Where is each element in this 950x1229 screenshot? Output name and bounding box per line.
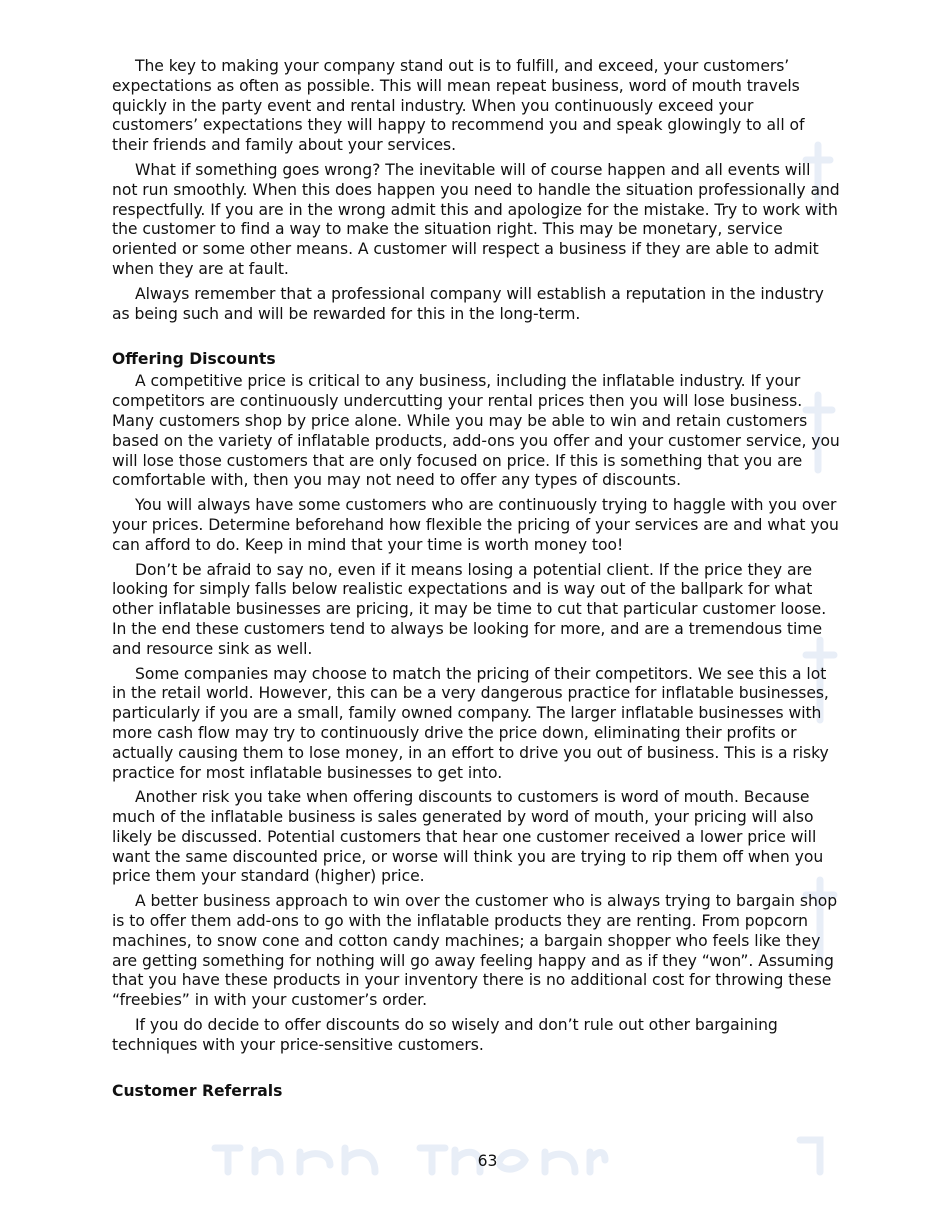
offering-discounts-section bbox=[112, 349, 840, 1055]
offering-discounts-heading: Offering Discounts bbox=[112, 350, 276, 369]
discounts-paragraph-6: A better business approach to win over the customer who is always trying to bargain shop is to offer them add-ons to go with the inflatable products they are renting. From popcorn machines, to snow cone and cotton candy machines; a bargain shopper who feels like they are getting something for nothing will go away feeling happy and as if they “won”. Assuming that you have these products in your inventory there is no additional cost for throwing these “freebies” in with your customer’s order. bbox=[112, 892, 838, 1010]
intro-paragraph-1: The key to making your company stand out is to fulfill, and exceed, your customers’ expectations as often as possible. This will mean repeat business, word of mouth travels quickly in the party event and rental industry. When you continuously exceed your customers’ expectations they will happy to recommend you and speak glowingly to all of their friends and family about your services. bbox=[112, 57, 805, 155]
discounts-paragraph-4: Some companies may choose to match the pricing of their competitors. We see this a lot in the retail world. However, this can be a very dangerous practice for inflatable businesses, particularly if you are a small, family owned company. The larger inflatable businesses with more cash flow may try to continuously drive the price down, eliminating their profits or actually causing them to lose money, in an effort to drive you out of business. This is a risky practice for most inflatable businesses to get into. bbox=[112, 664, 829, 782]
discounts-paragraph-1: A competitive price is critical to any business, including the inflatable industry. If your competitors are continuously undercutting your rental prices then you will lose business. Many customers shop by price alone. While you may be able to win and retain customers based on the variety of inflatable products, add-ons you offer and your customer service, you will lose those customers that are only focused on price. If this is something that you are comfortable with, then you may not need to offer any types of discounts. bbox=[112, 372, 840, 490]
discounts-paragraph-3: Don’t be afraid to say no, even if it means losing a potential client. If the price they are looking for simply falls below realistic expectations and is way out of the ballpark for what other inflatable businesses are pricing, it may be time to cut that particular customer loose. In the end these customers tend to always be looking for more, and are a tremendous time and resource sink as well. bbox=[112, 560, 827, 658]
intro-paragraph-2: What if something goes wrong? The inevitable will of course happen and all events will not run smoothly. When this does happen you need to handle the situation professionally and respectfully. If you are in the wrong admit this and apologize for the mistake. Try to work with the customer to find a way to make the situation right. This may be monetary, service oriented or some other means. A customer will respect a business if they are able to admit when they are at fault. bbox=[112, 160, 840, 278]
discounts-paragraph-5: Another risk you take when offering discounts to customers is word of mouth. Because much of the inflatable business is sales generated by word of mouth, your pricing will also likely be discussed. Potential customers that hear one customer received a lower price will want the same discounted price, or worse will think you are trying to rip them off when you price them your standard (higher) price. bbox=[112, 788, 824, 886]
intro-paragraph-3: Always remember that a professional company will establish a reputation in the industry as being such and will be rewarded for this in the long-term. bbox=[112, 284, 824, 323]
intro-section bbox=[112, 57, 840, 324]
customer-referrals-section bbox=[112, 1081, 840, 1101]
discounts-paragraph-2: You will always have some customers who are continuously trying to haggle with you over your prices. Determine beforehand how flexible the pricing of your services are and what you can afford to do. Keep in mind that your time is worth money too! bbox=[112, 496, 839, 554]
document-page bbox=[112, 57, 840, 1104]
customer-referrals-heading: Customer Referrals bbox=[112, 1081, 283, 1100]
discounts-paragraph-7: If you do decide to offer discounts do so wisely and don’t rule out other bargaining techniques with your price-sensitive customers. bbox=[112, 1016, 778, 1054]
page-number: 63 bbox=[477, 1152, 498, 1170]
